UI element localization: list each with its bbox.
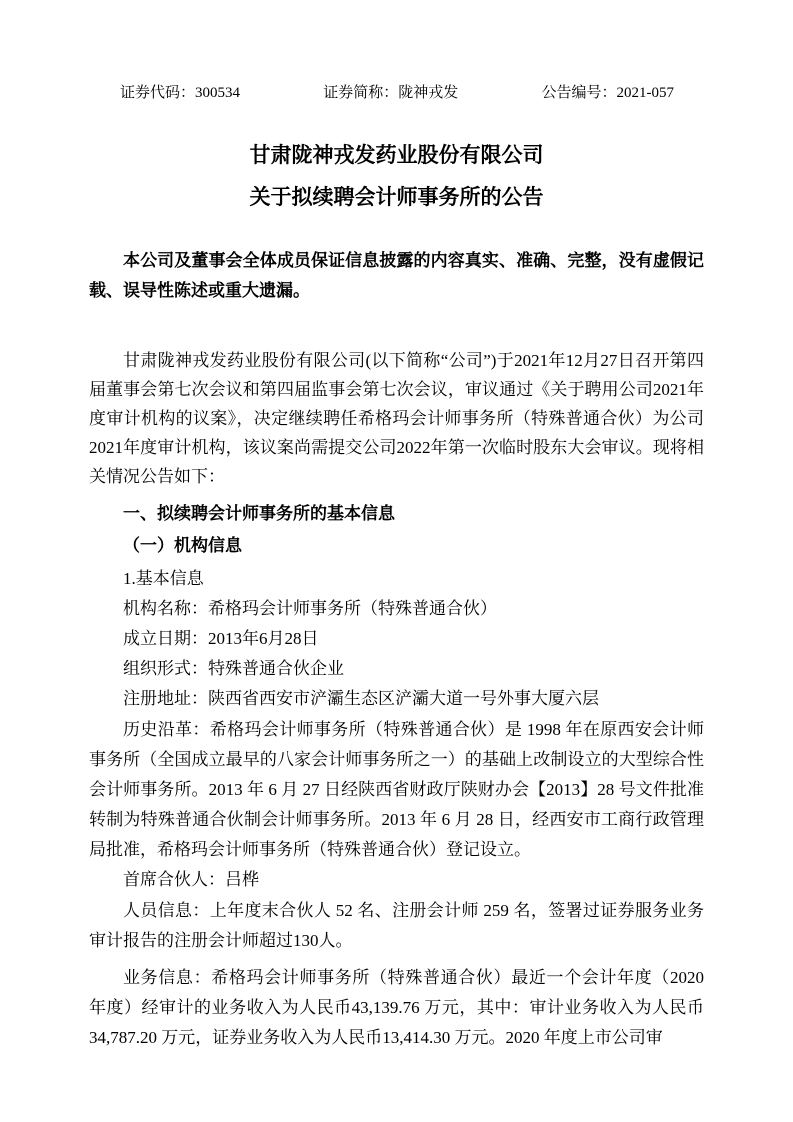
disclaimer-paragraph: 本公司及董事会全体成员保证信息披露的内容真实、准确、完整，没有虚假记载、误导性陈述或重大遗漏。 xyxy=(89,251,704,300)
stock-code: 证券代码：300534 xyxy=(120,85,241,101)
history-paragraph: 历史沿革：希格玛会计师事务所（特殊普通合伙）是 1998 年在原西安会计师事务所（全国成立最早的八家会计师事务所之一）的基础上改制设立的大型综合性会计师事务所。2013 年 6 月 27 日经陕西省财政厅陕财办会【2013】28 号文件批准转制为特殊普通合伙制会计师事务所。2013 年 6 月 28 日，经西安市工商行政管理局批准，希格玛会计师事务所（特殊普通合伙）登记设立。 xyxy=(89,720,704,859)
org-name-line: 机构名称：希格玛会计师事务所（特殊普通合伙） xyxy=(123,599,497,618)
subsection-heading-1-1: （一）机构信息 xyxy=(123,536,242,555)
announcement-number: 公告编号：2021-057 xyxy=(541,85,674,101)
established-date-line: 成立日期：2013年6月28日 xyxy=(123,629,319,648)
stock-short-name: 证券简称：陇神戎发 xyxy=(323,85,459,101)
chief-partner-line: 首席合伙人：吕桦 xyxy=(123,870,259,889)
securities-header-row xyxy=(89,84,704,103)
registered-address-line: 注册地址：陕西省西安市浐灞生态区浐灞大道一号外事大厦六层 xyxy=(123,689,599,708)
personnel-paragraph: 人员信息：上年度末合伙人 52 名、注册会计师 259 名，签署过证券服务业务审计报告的注册会计师超过130人。 xyxy=(89,901,704,950)
document-title xyxy=(89,134,704,218)
section-heading-1: 一、拟续聘会计师事务所的基本信息 xyxy=(123,504,395,523)
intro-paragraph: 甘肃陇神戎发药业股份有限公司(以下简称“公司”)于2021年12月27日召开第四届董事会第七次会议和第四届监事会第七次会议，审议通过《关于聘用公司2021年度审计机构的议案》，决定继续聘任希格玛会计师事务所（特殊普通合伙）为公司2021年度审计机构，该议案尚需提交公司2022年第一次临时股东大会审议。现将相关情况公告如下： xyxy=(89,351,704,486)
title-company-name: 甘肃陇神戎发药业股份有限公司 xyxy=(249,143,544,167)
title-subject: 关于拟续聘会计师事务所的公告 xyxy=(249,185,544,209)
org-form-line: 组织形式：特殊普通合伙企业 xyxy=(123,659,344,678)
basic-info-list xyxy=(89,594,704,714)
item-heading-basic-info: 1.基本信息 xyxy=(123,569,204,588)
business-paragraph: 业务信息：希格玛会计师事务所（特殊普通合伙）最近一个会计年度（2020 年度）经审计的业务收入为人民币43,139.76 万元，其中：审计业务收入为人民币34,787.20 万元，证券业务收入为人民币13,414.30 万元。2020 年度上市公司审 xyxy=(89,968,704,1047)
